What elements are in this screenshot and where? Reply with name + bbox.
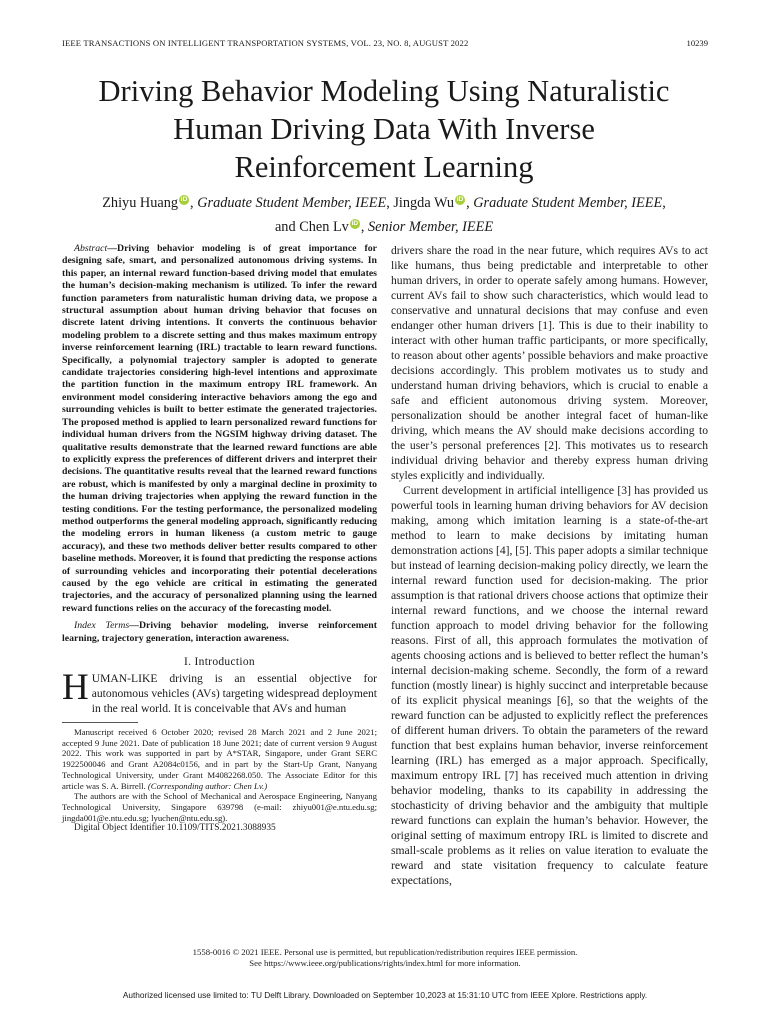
license-banner: Authorized licensed use limited to: TU Delft Library. Downloaded on September 10,2023 at 15:31:10 UTC from IEEE Xplore. Restrictions apply.	[122, 990, 648, 1000]
title-line: Driving Behavior Modeling Using Naturalistic	[98, 74, 670, 108]
author-line: and Chen Lv iD , Senior Member, IEEE	[274, 219, 494, 235]
footnote-manuscript: Manuscript received 6 October 2020; revised 28 March 2021 and 2 June 2021; accepted 9 June 2021. Date of publication 18 June 2021; date of current version 9 August 2022. This work was supported in part by A*STAR, Singapore, under Grant SERC 1922500046 and Grant A2084c0156, and in part by the Start-Up Grant, Nanyang Technological University, under Grant M4082268.050. The Associate Editor for this article was S. A. Birrell. (Corresponding author: Chen Lv.)	[62, 727, 377, 791]
author-name: Chen Lv	[299, 219, 349, 235]
journal-info: IEEE TRANSACTIONS ON INTELLIGENT TRANSPORTATION SYSTEMS, VOL. 23, NO. 8, AUGUST 2022	[62, 38, 469, 48]
body-paragraph: drivers share the road in the near future, which requires AVs to act like humans, thus being predictable and interpretable to other human drivers, in order to operate safely among humans. However, current AVs fail to show such characteristics, which would lead to conservative and unnatural decisions that may confuse and even endanger other human drivers [1]. This is due to their inability to interact with other human traffic participants, or more specifically, to reason about other agents’ possible behaviors and make proactive decisions accordingly. This problem motivates us to study and understand human driving behaviors, which is crucial to enable a safe and efficient autonomous driving system. Moreover, personalization should be another integral facet of human-like driving, which means the AV should make decisions according to the user’s personal preferences [2]. This motivates us to research individual driving behavior and thereby express human driving styles explicitly and individually.	[391, 244, 708, 482]
drop-cap: H	[62, 667, 89, 708]
running-head	[62, 38, 708, 50]
author-list	[40, 191, 728, 239]
author-name: Jingda Wu	[393, 195, 455, 211]
intro-paragraph	[62, 667, 377, 716]
copyright-notice	[62, 947, 708, 969]
intro-text: UMAN-LIKE driving is an essential objective for autonomous vehicles (AVs) targeting widespread deployment in the real world. It is conceivable that AVs and human	[91, 672, 377, 715]
rights-link[interactable]: See https://www.ieee.org/publications/rights/index.html for more information.	[249, 958, 521, 968]
copyright-line: 1558-0016 © 2021 IEEE. Personal use is permitted, but republication/redistribution requires IEEE permission.	[192, 947, 578, 957]
abstract	[62, 243, 377, 615]
orcid-icon[interactable]: iD	[456, 196, 464, 203]
body-paragraph: Current development in artificial intelligence [3] has provided us powerful tools in learning human driving behaviors for AV decision making, among which imitation learning is a state-of-the-art method to learn to make decisions by imitating human demonstration actions [4], [5]. This paper adopts a similar technique but instead of learning decision-making policy directly, we learn the internal reward function used for decision-making. The prior assumption is that rational drivers choose actions that optimize their internal reward functions, and we choose the internal reward function approach to model driving behavior for the following reasons. First of all, this approach formulates the motivation of agents choosing actions and is believed to better reflect the human’s internal decision-making scheme. Secondly, the form of a reward function (mostly linear) is highly succinct and interpretable because of its explicit physical meanings [6], so that the weights of the reward function can be adjusted to explicitly reflect the preferences of different human drivers. To obtain the parameters of the reward function that best explains human behavior, inverse reinforcement learning (IRL) has emerged as a major approach. Specifically, maximum entropy IRL [7] has received much attention in driving behavior modeling, thanks to its capability in addressing the stochasticity of driving behavior and the ambiguity that multiple reward functions can explain the human’s behavior. However, the original setting of maximum entropy IRL is limited to discrete and small-scale problems as it relies on value iteration to evaluate the reward and state visitation frequency to calculate feature expectations,	[391, 484, 708, 887]
orcid-icon[interactable]: iD	[351, 220, 359, 227]
footnote-divider	[62, 722, 138, 723]
author-conjunction: and	[274, 219, 296, 235]
author-name: Zhiyu Huang	[102, 195, 179, 211]
abstract-label: Abstract	[74, 243, 108, 254]
author-role: Graduate Student Member, IEEE	[473, 195, 663, 211]
index-terms-text: —Driving behavior modeling, inverse reinforcement learning, trajectory generation, interaction awareness.	[62, 620, 377, 644]
author-role: Senior Member, IEEE	[367, 219, 494, 235]
section-heading: I. Introduction	[184, 656, 255, 668]
index-terms	[62, 620, 377, 645]
title-line: Human Driving Data With Inverse	[173, 112, 595, 146]
corresponding-author: (Corresponding author: Chen Lv.)	[147, 780, 268, 791]
page-number: 10239	[686, 38, 708, 48]
index-terms-label: Index Terms	[74, 620, 130, 632]
right-column	[391, 243, 708, 888]
left-column	[62, 243, 377, 834]
orcid-icon[interactable]: iD	[180, 196, 188, 203]
author-role: Graduate Student Member, IEEE	[197, 195, 387, 211]
footnote-doi[interactable]: Digital Object Identifier 10.1109/TITS.2021.3088935	[74, 823, 276, 834]
author-line: Zhiyu Huang iD , Graduate Student Member, IEEE, Jingda Wu iD , Graduate Student Member, IEEE,	[102, 195, 666, 211]
abstract-text: —Driving behavior modeling is of great importance for designing safe, smart, and personalized autonomous driving systems. In this paper, an internal reward function-based driving model that emulates the human’s decision-making mechanism is utilized. To infer the reward function parameters from naturalistic human driving data, we propose a structural assumption about human driving behavior that focuses on discrete latent driving intentions. It converts the continuous behavior modeling problem to a discrete setting and thus makes maximum entropy inverse reinforcement learning (IRL) tractable to learn reward functions. Specifically, a polynomial trajectory sampler is adopted to generate candidate trajectories considering high-level intentions and approximate the partition function in the maximum entropy IRL framework. An environment model considering interactive behaviors among the ego and surrounding vehicles is built to better estimate the generated trajectories. The proposed method is applied to learn personalized reward functions for individual human drivers from the NGSIM highway driving dataset. The qualitative results demonstrate that the learned reward functions are able to explicitly express the preferences of different drivers and interpret their decisions. The quantitative results reveal that the learned reward functions are robust, which is manifested by only a marginal decline in proximity to the human driving trajectories when applying the reward function in the testing conditions. For the testing performance, the personalized modeling method outperforms the general modeling approach, significantly reducing the modeling errors in human likeness (a custom metric to gauge accuracy), and these two methods deliver better results compared to other baseline methods. Moreover, it is found that predicting the response actions of surrounding vehicles and incorporating their potential decelerations caused by the ego vehicle are critical in estimating the generated trajectories, and the accuracy of personalized planning using the learned reward functions relies on the accuracy of the forecasting model.	[62, 243, 377, 614]
paper-title	[50, 72, 718, 186]
title-line: Reinforcement Learning	[234, 150, 534, 184]
footnote-affiliation: The authors are with the School of Mechanical and Aerospace Engineering, Nanyang Technological University, Singapore 639798 (e-mail: zhiyu001@e.ntu.edu.sg; jingda001@e.ntu.edu.sg; lyuchen@ntu.edu.sg).	[62, 791, 377, 823]
